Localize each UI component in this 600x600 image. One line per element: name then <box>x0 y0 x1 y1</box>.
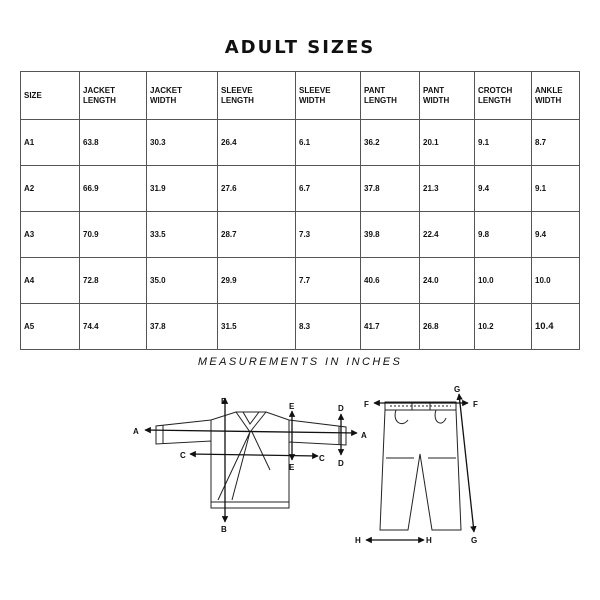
table-cell: 10.0 <box>532 258 580 304</box>
page-title: ADULT SIZES <box>224 37 376 58</box>
table-cell: 24.0 <box>420 258 475 304</box>
table-cell: 10.0 <box>475 258 532 304</box>
table-cell: A4 <box>21 258 80 304</box>
label-a-right: A <box>361 431 367 440</box>
header-sleeve-length: SLEEVE LENGTH <box>218 72 296 120</box>
label-h-left: H <box>355 536 361 545</box>
table-cell: 26.8 <box>420 304 475 350</box>
label-c-left: C <box>180 451 186 460</box>
table-cell: 37.8 <box>147 304 218 350</box>
table-cell: 36.2 <box>361 120 420 166</box>
size-chart-table <box>20 71 580 350</box>
table-row <box>21 212 580 258</box>
label-g-top: G <box>454 385 461 394</box>
table-cell: 28.7 <box>218 212 296 258</box>
table-cell: 7.3 <box>296 212 361 258</box>
table-cell: 29.9 <box>218 258 296 304</box>
table-cell: 8.7 <box>532 120 580 166</box>
table-cell: 9.4 <box>532 212 580 258</box>
table-cell: 37.8 <box>361 166 420 212</box>
table-cell: 40.6 <box>361 258 420 304</box>
label-h-right: H <box>426 536 432 545</box>
pants-measure-labels <box>355 385 478 545</box>
header-jacket-width: JACKET WIDTH <box>147 72 218 120</box>
label-e-bottom: E <box>289 463 295 472</box>
table-cell: 39.8 <box>361 212 420 258</box>
table-cell: A3 <box>21 212 80 258</box>
jacket-measure-labels <box>133 397 367 534</box>
table-cell: 6.7 <box>296 166 361 212</box>
jacket-illustration <box>156 412 346 508</box>
header-ankle-width: ANKLE WIDTH <box>532 72 580 120</box>
label-b-bottom: B <box>221 525 227 534</box>
table-cell: 26.4 <box>218 120 296 166</box>
label-c-right: C <box>319 454 325 463</box>
measurements-caption: MEASUREMENTS IN INCHES <box>197 356 403 368</box>
table-cell: 41.7 <box>361 304 420 350</box>
measure-line-g <box>459 394 474 532</box>
table-cell: 30.3 <box>147 120 218 166</box>
table-cell: 8.3 <box>296 304 361 350</box>
table-row <box>21 258 580 304</box>
table-cell: 10.2 <box>475 304 532 350</box>
table-cell: A2 <box>21 166 80 212</box>
measure-line-c <box>190 454 318 456</box>
table-cell: 31.9 <box>147 166 218 212</box>
table-cell: A1 <box>21 120 80 166</box>
label-e-top: E <box>289 402 295 411</box>
table-cell: 63.8 <box>80 120 147 166</box>
table-cell: 9.1 <box>475 120 532 166</box>
table-cell: 9.8 <box>475 212 532 258</box>
header-sleeve-width: SLEEVE WIDTH <box>296 72 361 120</box>
jacket-measurement-lines <box>145 398 357 522</box>
table-cell: 21.3 <box>420 166 475 212</box>
header-pant-width: PANT WIDTH <box>420 72 475 120</box>
table-cell: 31.5 <box>218 304 296 350</box>
header-crotch-length: CROTCH LENGTH <box>475 72 532 120</box>
table-cell: 22.4 <box>420 212 475 258</box>
table-cell: 33.5 <box>147 212 218 258</box>
table-cell: 74.4 <box>80 304 147 350</box>
table-cell: 35.0 <box>147 258 218 304</box>
label-f-left: F <box>364 400 369 409</box>
label-b-top: B <box>221 397 227 406</box>
table-row <box>21 166 580 212</box>
table-cell: 27.6 <box>218 166 296 212</box>
header-jacket-length: JACKET LENGTH <box>80 72 147 120</box>
table-cell: 6.1 <box>296 120 361 166</box>
header-size: SIZE <box>21 72 80 120</box>
pants-illustration <box>380 402 461 530</box>
table-cell: 66.9 <box>80 166 147 212</box>
label-g-bottom: G <box>471 536 478 545</box>
label-d-bottom: D <box>338 459 344 468</box>
label-d-top: D <box>338 404 344 413</box>
header-pant-length: PANT LENGTH <box>361 72 420 120</box>
measurement-diagram <box>0 380 600 550</box>
label-f-right: F <box>473 400 478 409</box>
table-row <box>21 304 580 350</box>
table-cell: 7.7 <box>296 258 361 304</box>
table-cell: 10.4 <box>532 304 580 350</box>
table-cell: 9.4 <box>475 166 532 212</box>
table-row <box>21 120 580 166</box>
table-cell: A5 <box>21 304 80 350</box>
label-a-left: A <box>133 427 139 436</box>
table-cell: 70.9 <box>80 212 147 258</box>
table-cell: 9.1 <box>532 166 580 212</box>
table-cell: 20.1 <box>420 120 475 166</box>
table-cell: 72.8 <box>80 258 147 304</box>
